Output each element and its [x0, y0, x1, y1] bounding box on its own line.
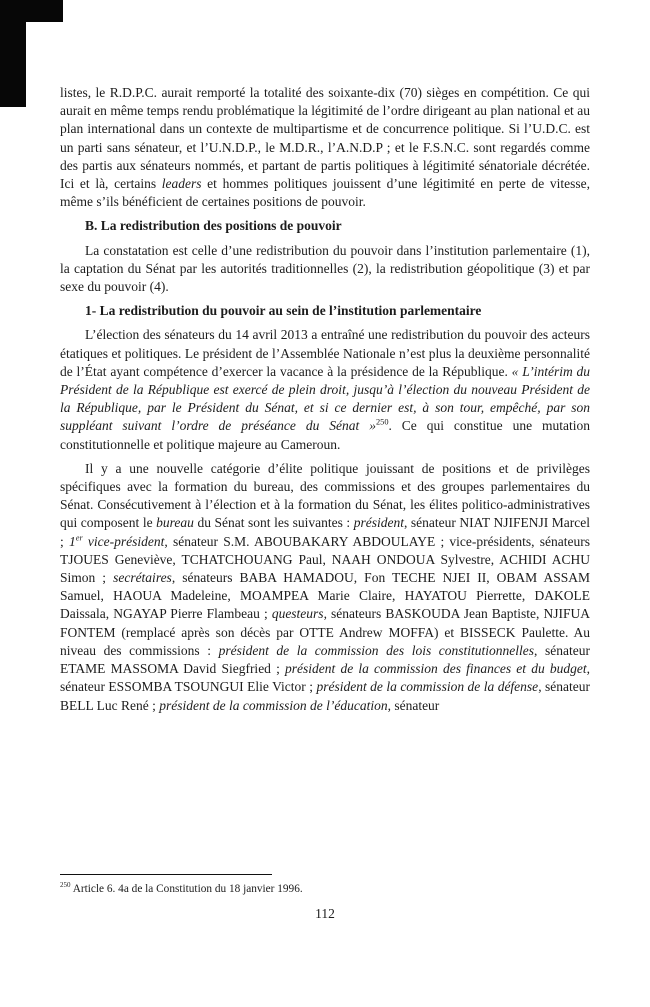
text-run: er — [75, 533, 83, 543]
text-run: 1 — [68, 533, 76, 549]
text-run: , sénateurs BABA HAMADOU, Fon TECHE NJEI II, OBAM ASSAM Samuel, HAOUA Madeleine, MOAMPEA Marie Claire, HAYATOU Pierrette, DAKOLE Daissala, NGAYAP Pierre Flambeau ; — [60, 570, 590, 622]
text-run: et hommes politiques jouissent d’une légitimité en perte de vitesse, même s’ils bénéficient de certaines positions de pouvoir. — [60, 176, 590, 210]
text-run: L’élection des sénateurs du 14 avril 2013 a entraîné une redistribution du pouvoir des acteurs étatiques et politiques. Le président de l’Assemblée Nationale n’est plus la deuxième personnalité de l’État ayant compétence d’exercer la vacance à la présidence de la République. — [60, 327, 590, 379]
text-run: président — [353, 515, 404, 531]
footnote-text: Article 6. 4a de la Constitution du 18 janvier 1996. — [70, 883, 303, 895]
text-column — [60, 84, 590, 715]
text-run: B. La redistribution des positions de pouvoir — [85, 218, 342, 234]
paragraph — [60, 326, 590, 453]
section-heading — [60, 217, 590, 235]
footnote-marker: 250 — [60, 881, 71, 890]
text-run: , sénateur — [387, 697, 440, 713]
text-run: , sénateur BELL Luc René ; — [60, 679, 590, 713]
text-run: président de la commission de la défense — [316, 679, 539, 695]
text-run: vice-président — [82, 533, 165, 549]
paragraph — [60, 242, 590, 297]
text-run: , sénateur NIAT NJIFENJI Marcel ; — [60, 515, 590, 549]
text-run: questeurs — [271, 606, 324, 622]
text-run: . Ce qui constitue une mutation constitutionnelle et politique majeure au Cameroun. — [60, 418, 590, 452]
footnote-area — [60, 874, 590, 922]
section-heading — [60, 302, 590, 320]
text-run: président de la commission des lois constitutionnelles — [218, 642, 535, 658]
footnote-separator — [60, 874, 272, 875]
text-run: , sénateurs BASKOUDA Jean Baptiste, NJIFUA FONTEM (remplacé après son décès par OTTE Andrew MOFFA) et BISSECK Paulette. Au niveau des commissions : — [60, 606, 590, 658]
paragraph — [60, 84, 590, 211]
page-number: 112 — [315, 906, 335, 921]
text-run: Il y a une nouvelle catégorie d’élite politique jouissant de positions et de privilèges spécifiques avec la formation du bureau, des commissions et des groupes parlementaires du Sénat. Consécutivement à l’élection et à la formation du Sénat, les élites politico-administratives qui composent le — [60, 460, 590, 531]
text-run: du Sénat sont les suivantes : — [193, 515, 354, 531]
text-run: secrétaires — [113, 570, 172, 586]
text-run: président de la commission de l’éducation — [159, 697, 388, 713]
text-run: , sénateur ESSOMBA TSOUNGUI Elie Victor ; — [60, 661, 590, 695]
text-run: , sénateur ETAME MASSOMA David Siegfried ; — [60, 642, 590, 677]
text-run: 1- La redistribution du pouvoir au sein de l’institution parlementaire — [85, 303, 482, 319]
scan-artifact-horizontal — [0, 0, 63, 22]
text-run: listes, le R.D.P.C. aurait remporté la totalité des soixante-dix (70) sièges en compétition. Ce qui aurait en même temps rendu problématique la légitimité de l’ordre dirigeant au plan national et au plan international dans un contexte de multipartisme et de concurrence politique. Si l’U.D.C. est un parti sans sénateur, et l’U.N.D.P., le M.D.R., l’A.N.D.P ; et le F.S.N.C. sont regardés comme des partis aux sénateurs nommés, et partant de partis politiques à légitimité sénatoriale décrétée. Ici et là, certains — [60, 85, 590, 192]
text-run: bureau — [156, 515, 194, 531]
text-run: président de la commission des finances et du budget — [285, 661, 587, 677]
text-run: , sénateur S.M. ABOUBAKARY ABDOULAYE ; vice-présidents, sénateurs TJOUES Geneviève, TCHATCHOUANG Paul, NAAH ONDOUA Sylvestre, ACHIDI ACHU Simon ; — [60, 533, 590, 586]
text-run: leaders — [161, 176, 202, 192]
footnote — [60, 882, 590, 896]
text-run: 250 — [375, 417, 389, 427]
text-run: « L’intérim du Président de la République est exercé de plein droit, jusqu’à l’élection du nouveau Président de la République, par le Président du Sénat, et si ce dernier est, à son tour, empêché, par son suppléant suivant l’ordre de préséance du Sénat » — [60, 363, 591, 434]
text-run: La constatation est celle d’une redistribution du pouvoir dans l’institution parlementaire (1), la captation du Sénat par les autorités traditionnelles (2), la redistribution géopolitique (3) et par sexe du pouvoir (4). — [60, 242, 590, 295]
paragraph — [60, 460, 590, 715]
